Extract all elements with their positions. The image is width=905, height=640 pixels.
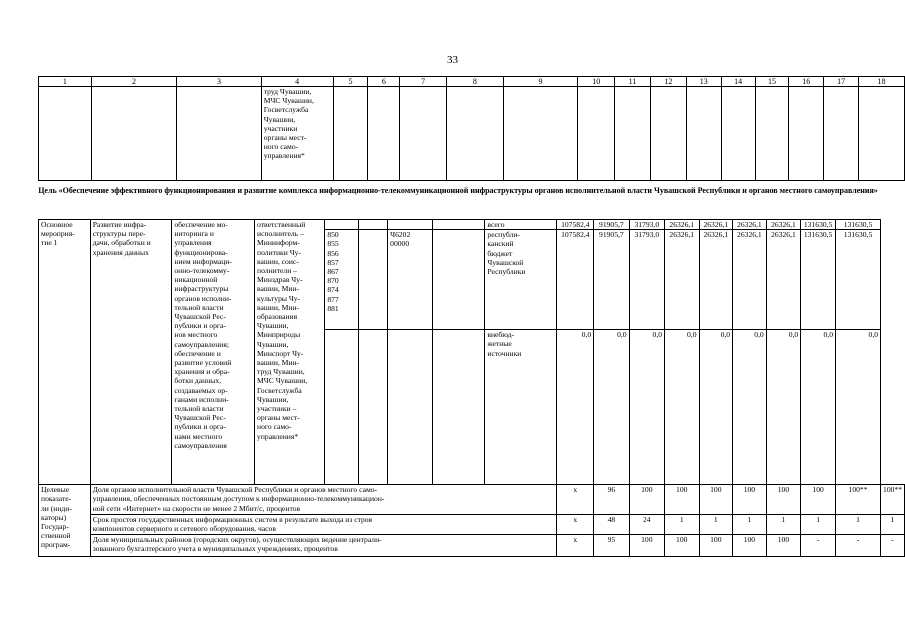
value-cell: 100 [629,535,664,557]
indicator-row [39,485,905,515]
value-cell: 1 [801,515,836,535]
value-cell: 26326,1 [665,230,700,330]
value-cell: 26326,1 [699,230,733,330]
value-cell: 26326,1 [766,230,801,330]
event-executors: ответственный исполнитель – Мининформ- политики Чу- вашии, соис- полнители – Минздрав Чу- вашии, Мин- культуры Чу- вашии, Мин- образования Чувашии, Минприроды Чувашии, Минспорт Чу- вашии, Мин- труд Чувашии, МЧС Чувашии, Госветслужба Чувашии, участники – органы мест- ного само- управления* [255,220,325,485]
value-cell: 96 [594,485,629,515]
value-cell: 0,0 [733,330,767,485]
value-cell: 131630,5 [801,220,836,230]
grbs-codes: 850 855 856 857 867 870 874 877 881 [325,230,358,330]
goal-heading: Цель «Обеспечение эффективного функционирования и развитие комплекса информационно-телекоммуникационной инфраструктуры органов исполнительной власти Чувашской Республики и органов местного самоуправления» [38,186,878,195]
value-cell: 26326,1 [733,230,767,330]
value-cell: 0,0 [557,330,594,485]
value-cell: 26326,1 [699,220,733,230]
value-cell: - [881,535,905,557]
value-cell: 48 [594,515,629,535]
indicator-text: Доля органов исполнительной власти Чувашской Республики и органов местного само- управления, обеспеченных постоянным доступом к информационно-телекоммуникацион- ной сети «Интернет» на скорости не менее 2 Мбит/с, процентов [90,485,557,515]
page-number: 33 [447,54,458,66]
column-number: 13 [686,77,721,87]
value-cell: 107582,4 [557,220,594,230]
value-cell: 1 [665,515,700,535]
value-cell: 100 [766,535,801,557]
value-cell: 100 [629,485,664,515]
column-number: 4 [261,77,333,87]
value-cell: 1 [836,515,881,535]
value-cell: 24 [629,515,664,535]
source-extrabudget: внебюд- жетные источники [485,330,557,485]
column-number: 14 [721,77,755,87]
continuation-table [38,76,905,181]
value-cell: 91905,7 [594,230,629,330]
value-cell: 1 [699,515,733,535]
indicator-text: Доля муниципальных районов (городских округов), осуществляющих ведение централи- зованного бухгалтерского учета в муниципальных учреждениях, процентов [90,535,557,557]
value-cell: 26326,1 [766,220,801,230]
indicator-unit: x [557,485,594,515]
value-cell: 0,0 [594,330,629,485]
value-cell: 100 [801,485,836,515]
value-cell: 1 [733,515,767,535]
column-number: 11 [615,77,651,87]
indicator-row [39,515,905,535]
value-cell: 131630,5 [836,230,881,330]
column-number: 17 [824,77,859,87]
value-cell: 95 [594,535,629,557]
column-number: 10 [578,77,615,87]
event-description: обеспечение мо- ниторинга и управления функционирова- нием информаци- онно-телекомму- никационной инфраструктуры органов исполни- тельной власти Чувашской Рес- публики и орга- нов местного самоуправления; обеспечение и развитие условий хранения и обра- ботки данных, создаваемых ор- ганами исполни- тельной власти Чувашской Рес- публики и орга- нами местного самоуправления [172,220,255,485]
column-number-row [39,77,905,87]
value-cell: - [801,535,836,557]
value-cell: 0,0 [801,330,836,485]
value-cell: 107582,4 [557,230,594,330]
indicator-unit: x [557,535,594,557]
value-cell: 0,0 [836,330,881,485]
source-republic: республи- канский бюджет Чувашской Республики [485,230,557,330]
column-number: 3 [177,77,262,87]
value-cell: 100 [699,535,733,557]
main-table [38,219,905,557]
column-number: 8 [447,77,504,87]
value-cell: 0,0 [766,330,801,485]
indicator-row [39,535,905,557]
column-number: 16 [789,77,824,87]
event-title: Развитие инфра- структуры пере- дачи, обработки и хранения данных [90,220,172,485]
value-cell: 100 [733,535,767,557]
value-cell: 31793,0 [629,230,664,330]
column-number: 6 [368,77,400,87]
source-total: всего [485,220,557,230]
column-number: 1 [39,77,92,87]
value-cell: 0,0 [699,330,733,485]
column-number: 18 [859,77,905,87]
value-cell: 1 [881,515,905,535]
value-cell: 131630,5 [836,220,881,230]
value-cell: 100 [665,485,700,515]
column-number: 2 [91,77,177,87]
value-cell: 91905,7 [594,220,629,230]
column-number: 7 [400,77,447,87]
column-number: 15 [755,77,789,87]
value-cell: 26326,1 [665,220,700,230]
value-cell: 26326,1 [733,220,767,230]
column-number: 5 [333,77,368,87]
value-cell: 100** [881,485,905,515]
continuation-executors: труд Чувашии, МЧС Чувашии, Госветслужба Чувашии, участники органы мест- ного само- управления* [261,87,333,181]
value-cell: 100 [766,485,801,515]
indicators-label: Целевые показате- ли (инди- каторы) Государ- ственной програм- [39,485,91,557]
value-cell: 31793,0 [629,220,664,230]
value-cell: 100 [733,485,767,515]
value-cell: - [836,535,881,557]
value-cell: 100** [836,485,881,515]
row-total [39,220,905,230]
value-cell: 100 [699,485,733,515]
value-cell: 131630,5 [801,230,836,330]
value-cell: 1 [766,515,801,535]
value-cell: 100 [665,535,700,557]
csr-code: Ч6202 00000 [388,230,433,330]
indicator-unit: x [557,515,594,535]
column-number: 12 [650,77,686,87]
value-cell: 0,0 [629,330,664,485]
column-number: 9 [503,77,578,87]
event-name: Основное мероприя- тие 1 [39,220,91,485]
value-cell: 0,0 [665,330,700,485]
indicator-text: Срок простоя государственных информационных систем в результате выхода из строя компонентов серверного и сетевого оборудования, часов [90,515,557,535]
